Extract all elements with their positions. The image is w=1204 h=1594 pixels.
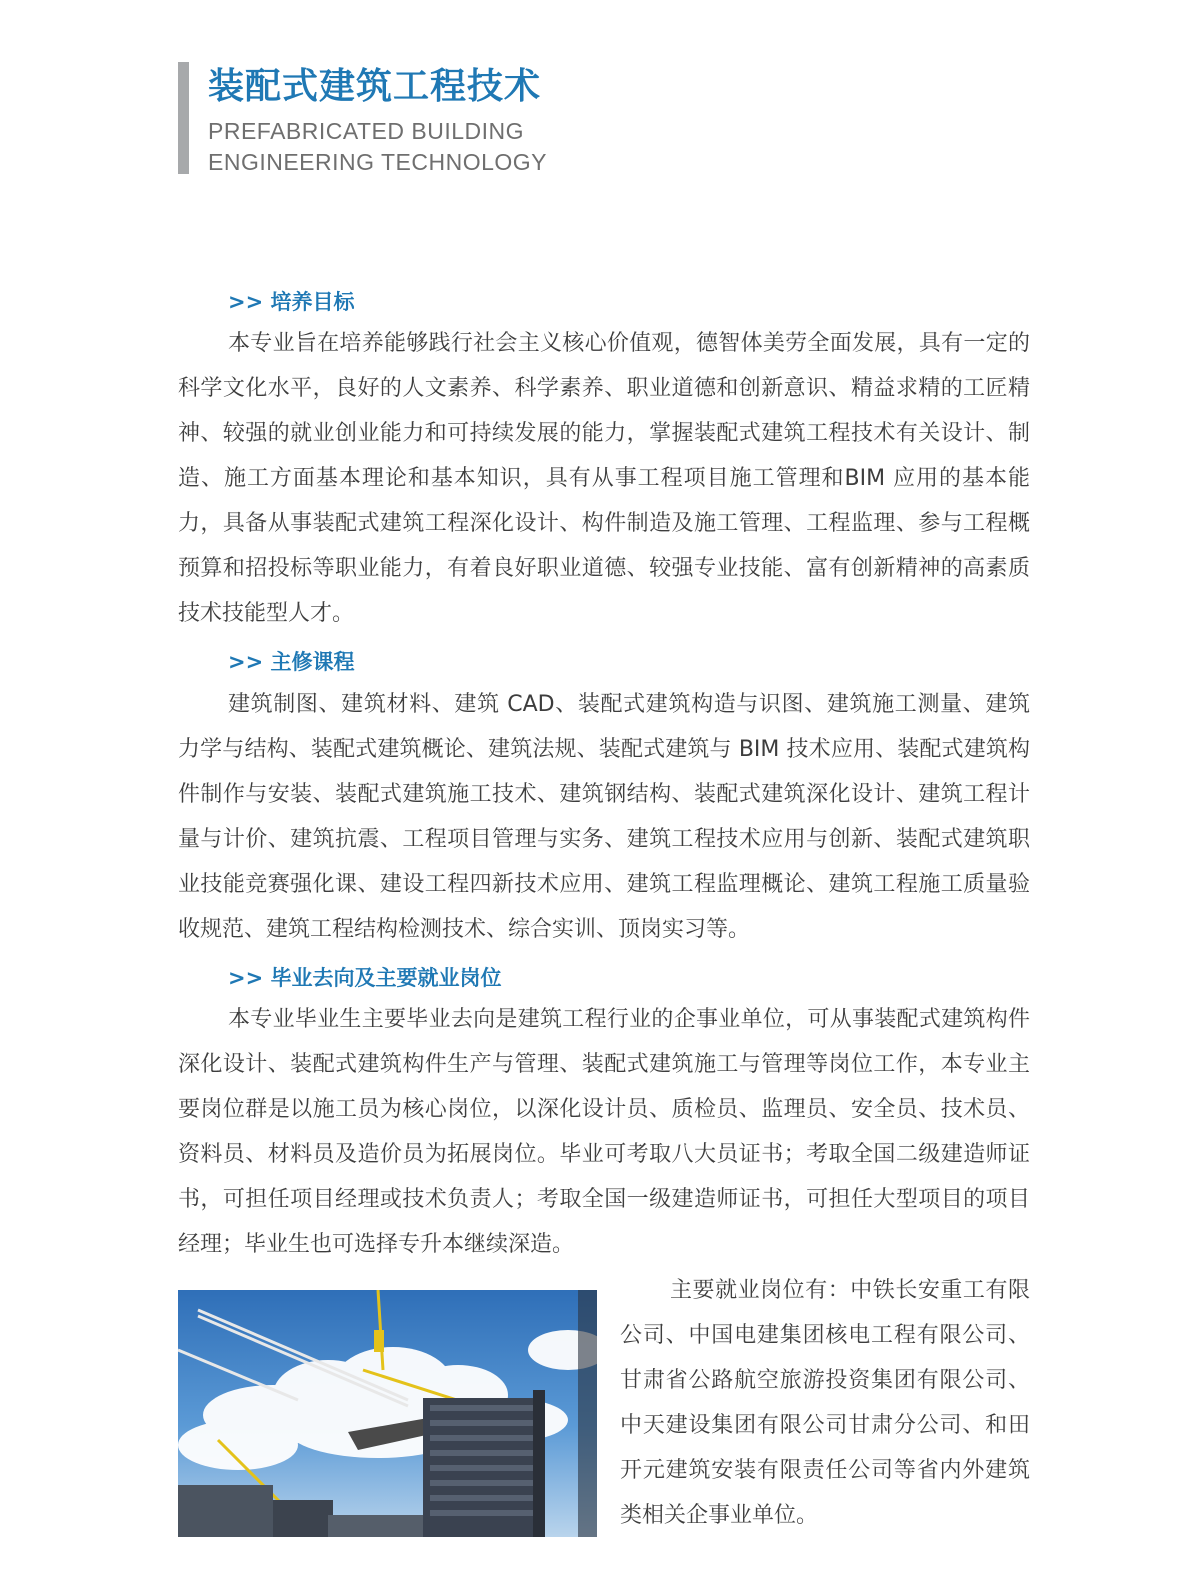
subtitle-line-1: PREFABRICATED BUILDING bbox=[208, 118, 525, 144]
employers-paragraph: 主要就业岗位有：中铁长安重工有限公司、中国电建集团核电工程有限公司、甘肃省公路航空旅游投资集团有限公司、中天建设集团有限公司甘肃分公司、和田开元建筑安装有限责任公司等省内外建筑类相关企事业单位。 bbox=[620, 1278, 1030, 1528]
career-paragraph: 本专业毕业生主要毕业去向是建筑工程行业的企事业单位，可从事装配式建筑构件深化设计、装配式建筑构件生产与管理、装配式建筑施工与管理等岗位工作，本专业主要岗位群是以施工员为核心岗位，以深化设计员、质检员、监理员、安全员、技术员、资料员、材料员及造价员为拓展岗位。毕业可考取八大员证书；考取全国二级建造师证书，可担任项目经理或技术负责人；考取全国一级建造师证书，可担任大型项目的项目经理；毕业生也可选择专升本继续深造。 bbox=[178, 1007, 1030, 1257]
goal-paragraph: 本专业旨在培养能够践行社会主义核心价值观，德智体美劳全面发展，具有一定的科学文化水平，良好的人文素养、科学素养、职业道德和创新意识、精益求精的工匠精神、较强的就业创业能力和可持续发展的能力，掌握装配式建筑工程技术有关设计、制造、施工方面基本理论和基本知识，具有从事工程项目施工管理和BIM 应用的基本能力，具备从事装配式建筑工程深化设计、构件制造及施工管理、工程监理、参与工程概预算和招投标等职业能力，有着良好职业道德、较强专业技能、富有创新精神的高素质技术技能型人才。 bbox=[178, 331, 1030, 626]
section-heading-courses: >> 主修课程 bbox=[228, 650, 355, 674]
section-heading-career: >> 毕业去向及主要就业岗位 bbox=[228, 966, 502, 990]
page-subtitle-en bbox=[208, 116, 547, 178]
construction-illustration bbox=[178, 1290, 597, 1537]
subtitle-line-2: ENGINEERING TECHNOLOGY bbox=[208, 149, 548, 175]
title-accent-bar bbox=[178, 62, 189, 174]
courses-paragraph: 建筑制图、建筑材料、建筑 CAD、装配式建筑构造与识图、建筑施工测量、建筑力学与结构、装配式建筑概论、建筑法规、装配式建筑与 BIM 技术应用、装配式建筑构件制作与安装、装配式建筑施工技术、建筑钢结构、装配式建筑深化设计、建筑工程计量与计价、建筑抗震、工程项目管理与实务、建筑工程技术应用与创新、装配式建筑职业技能竞赛强化课、建设工程四新技术应用、建筑工程监理概论、建筑工程施工质量验收规范、建筑工程结构检测技术、综合实训、顶岗实习等。 bbox=[178, 692, 1030, 942]
page-title: 装配式建筑工程技术 bbox=[208, 66, 542, 107]
construction-site-photo bbox=[178, 1290, 597, 1537]
section-heading-goal: >> 培养目标 bbox=[228, 290, 355, 314]
